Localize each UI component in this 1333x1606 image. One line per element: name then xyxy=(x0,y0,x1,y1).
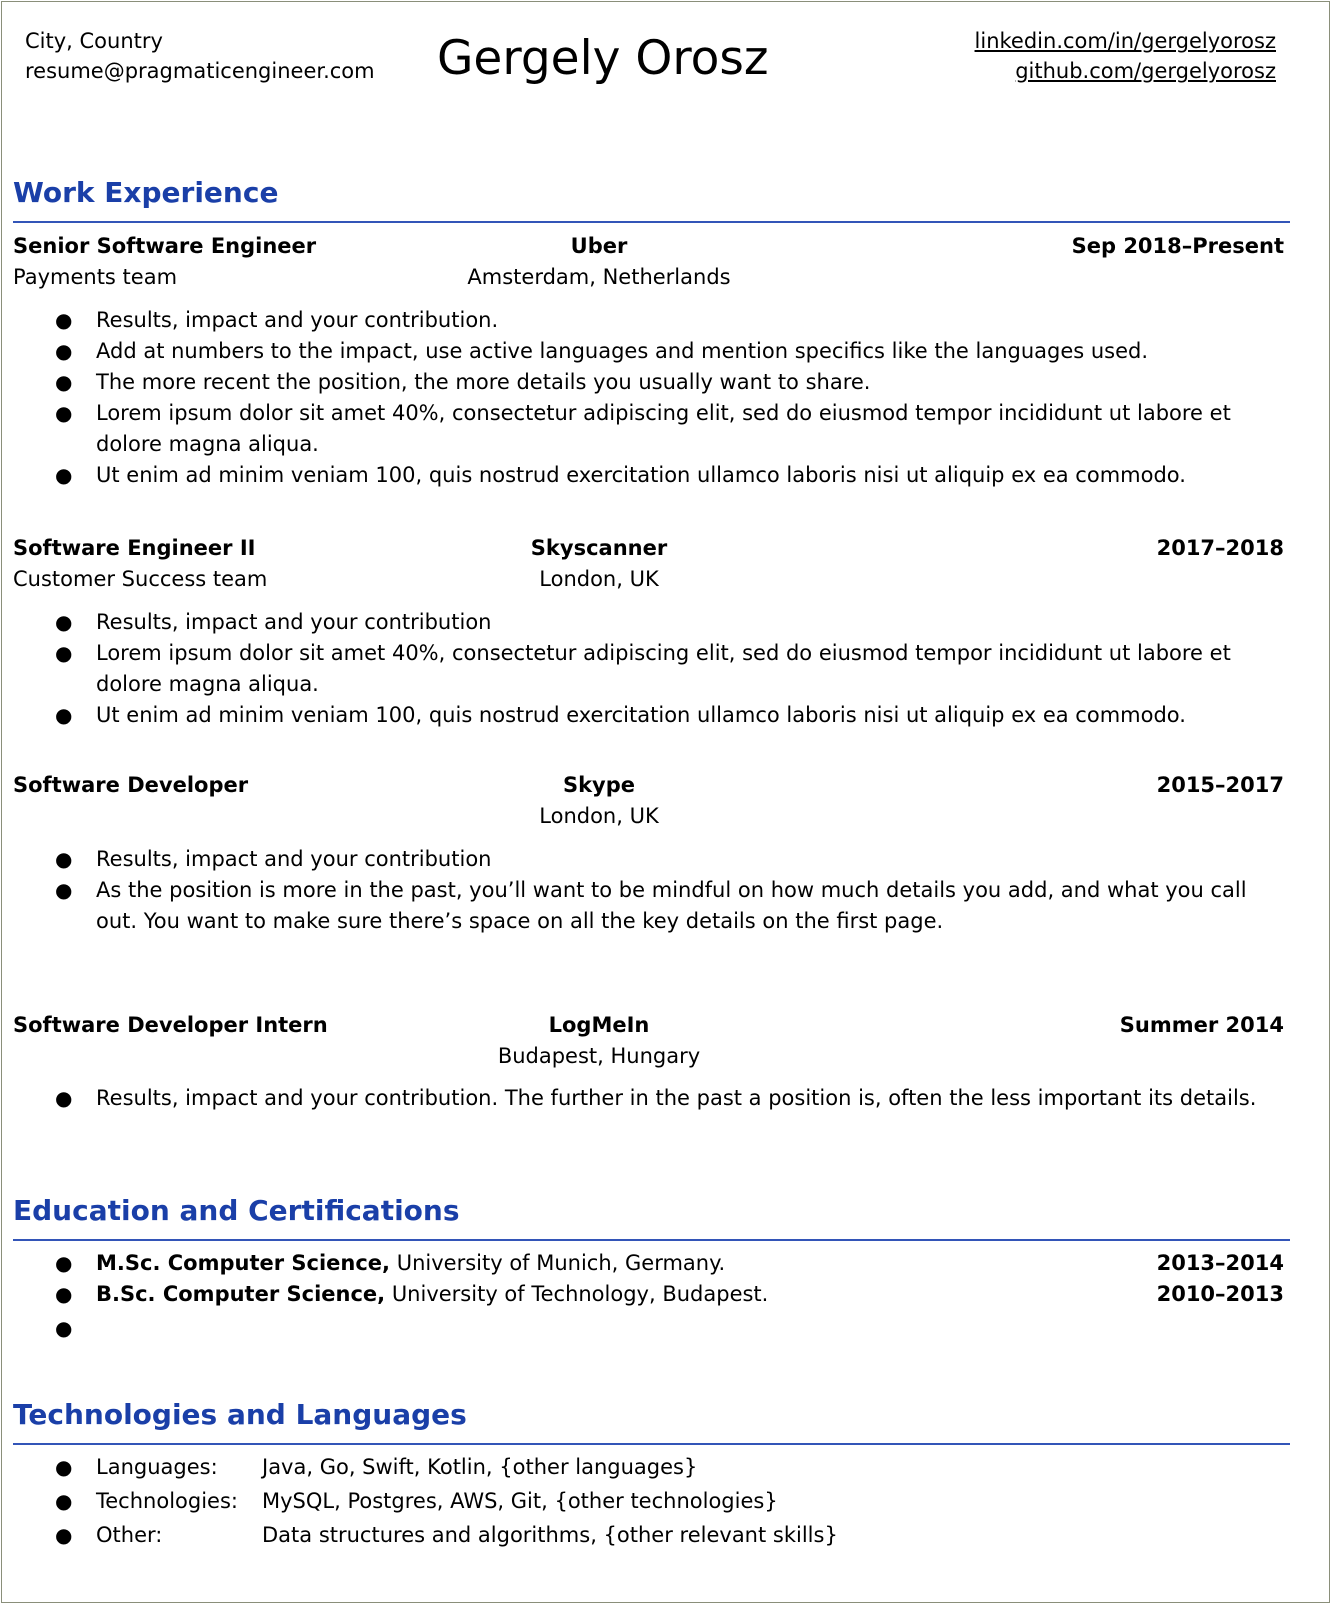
job-dates: Summer 2014 xyxy=(1119,1013,1284,1037)
bullet-icon: ● xyxy=(55,1455,73,1479)
job-dates: 2017–2018 xyxy=(1156,536,1284,560)
job-bullet: Results, impact and your contribution xyxy=(96,847,492,871)
job-bullet: Results, impact and your contribution. The further in the past a position is, often the less important its details. xyxy=(96,1086,1257,1110)
section-divider xyxy=(13,221,1290,223)
tech-label: Languages: xyxy=(96,1455,218,1479)
job-company: Skyscanner xyxy=(530,536,668,560)
job-location: Budapest, Hungary xyxy=(497,1044,701,1068)
job-role: Software Engineer II xyxy=(13,536,256,560)
bullet-icon: ● xyxy=(55,1251,73,1275)
education-item xyxy=(96,1279,768,1309)
job-bullet: The more recent the position, the more details you usually want to share. xyxy=(96,370,871,394)
job-location: Amsterdam, Netherlands xyxy=(467,265,731,289)
bullet-icon: ● xyxy=(55,847,73,871)
job-bullet: Lorem ipsum dolor sit amet 40%, consectetur adipiscing elit, sed do eiusmod tempor incididunt ut labore et dolore magna aliqua. xyxy=(96,401,1231,456)
bullet-icon: ● xyxy=(55,610,73,634)
job-team: Customer Success team xyxy=(13,567,268,591)
candidate-name: Gergely Orosz xyxy=(437,31,769,86)
bullet-icon: ● xyxy=(55,878,73,902)
bullet-icon: ● xyxy=(55,641,73,665)
bullet-icon: ● xyxy=(55,1523,73,1547)
education-item xyxy=(96,1248,725,1278)
bullet-icon: ● xyxy=(55,308,73,332)
bullet-icon: ● xyxy=(55,463,73,487)
bullet-icon: ● xyxy=(55,401,73,425)
location: City, Country xyxy=(25,29,163,53)
school: University of Munich, Germany. xyxy=(390,1251,726,1275)
email: resume@pragmaticengineer.com xyxy=(25,59,375,83)
tech-value: MySQL, Postgres, AWS, Git, {other technologies} xyxy=(262,1489,778,1513)
job-bullet: Add at numbers to the impact, use active languages and mention specifics like the languages used. xyxy=(96,339,1149,363)
degree: M.Sc. Computer Science, xyxy=(96,1251,391,1275)
degree: B.Sc. Computer Science, xyxy=(96,1282,386,1306)
bullet-icon: ● xyxy=(55,370,73,394)
job-bullet: As the position is more in the past, you’ll want to be mindful on how much details you add, and what you call out. You want to make sure there’s space on all the key details on the first page. xyxy=(96,878,1247,933)
bullet-icon: ● xyxy=(55,1086,73,1110)
job-role: Senior Software Engineer xyxy=(13,234,317,258)
education-dates: 2010–2013 xyxy=(1156,1282,1284,1306)
job-company: Skype xyxy=(562,773,636,797)
linkedin-link[interactable]: linkedin.com/in/gergelyorosz xyxy=(974,29,1276,53)
technologies-heading: Technologies and Languages xyxy=(13,1398,467,1431)
job-company: Uber xyxy=(570,234,628,258)
job-role: Software Developer xyxy=(13,773,249,797)
tech-label: Other: xyxy=(96,1523,163,1547)
bullet-icon: ● xyxy=(55,1489,73,1513)
job-bullet: Lorem ipsum dolor sit amet 40%, consectetur adipiscing elit, sed do eiusmod tempor incididunt ut labore et dolore magna aliqua. xyxy=(96,641,1231,696)
tech-value: Data structures and algorithms, {other relevant skills} xyxy=(262,1523,838,1547)
job-dates: 2015–2017 xyxy=(1156,773,1284,797)
tech-value: Java, Go, Swift, Kotlin, {other languages} xyxy=(262,1455,698,1479)
job-bullet: Results, impact and your contribution xyxy=(96,610,492,634)
section-divider xyxy=(13,1239,1290,1241)
github-link[interactable]: github.com/gergelyorosz xyxy=(1015,59,1276,83)
job-location: London, UK xyxy=(539,567,659,591)
bullet-icon: ● xyxy=(55,1282,73,1306)
school: University of Technology, Budapest. xyxy=(385,1282,769,1306)
bullet-icon: ● xyxy=(55,1316,73,1340)
job-bullet: Results, impact and your contribution. xyxy=(96,308,499,332)
bullet-icon: ● xyxy=(55,339,73,363)
tech-label: Technologies: xyxy=(96,1489,238,1513)
work-experience-heading: Work Experience xyxy=(13,176,279,209)
section-divider xyxy=(13,1443,1290,1445)
education-dates: 2013–2014 xyxy=(1156,1251,1284,1275)
job-bullet: Ut enim ad minim veniam 100, quis nostrud exercitation ullamco laboris nisi ut aliquip ex ea commodo. xyxy=(96,703,1186,727)
job-company: LogMeIn xyxy=(548,1013,650,1037)
job-location: London, UK xyxy=(539,804,659,828)
education-heading: Education and Certifications xyxy=(13,1194,460,1227)
job-role: Software Developer Intern xyxy=(13,1013,328,1037)
bullet-icon: ● xyxy=(55,703,73,727)
job-bullet: Ut enim ad minim veniam 100, quis nostrud exercitation ullamco laboris nisi ut aliquip ex ea commodo. xyxy=(96,463,1186,487)
job-team: Payments team xyxy=(13,265,178,289)
job-dates: Sep 2018–Present xyxy=(1071,234,1284,258)
